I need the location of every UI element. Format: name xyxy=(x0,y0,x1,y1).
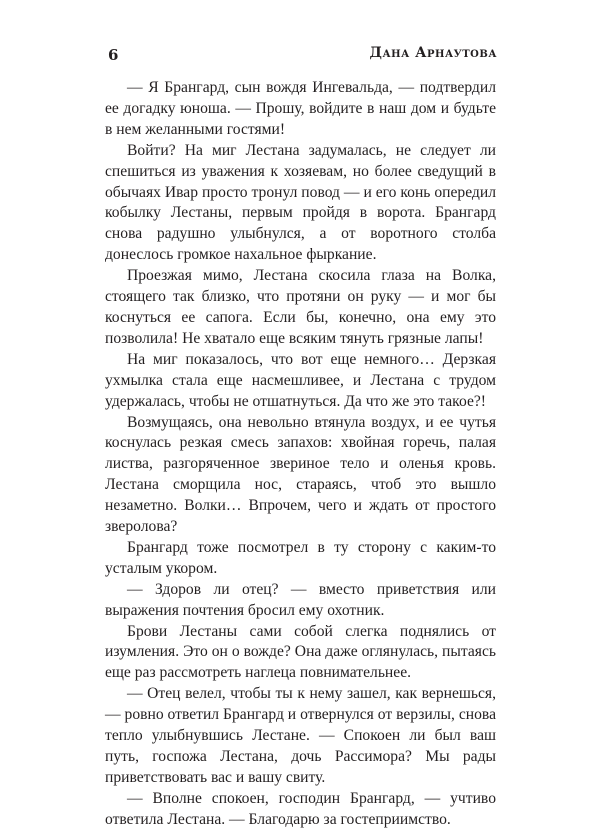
paragraph: Возмущаясь, она невольно втянула воздух, и ее чутья коснулась резкая смесь запахов: хвойная горечь, палая листва, разгоряченное звериное тело и оленья кровь. Лестана сморщила нос, стараясь, чтоб это вышло незаметно. Волки… Впрочем, чего и ждать от простого зверолова? xyxy=(105,413,496,536)
running-head-author: Дана Арнаутова xyxy=(369,45,497,61)
paragraph: — Я Брангард, сын вождя Ингевальда, — подтвердил ее догадку юноша. — Прошу, войдите в наш дом и будьте в нем желанными гостями! xyxy=(105,79,496,138)
paragraph: Войти? На миг Лестана задумалась, не следует ли спешиться из уважения к хозяевам, но более сведущий в обычаях Ивар просто тронул повод — и его конь опередил кобылку Лестаны, первым пройдя в ворота. Брангард снова радушно улыбнулся, а от воротного столба донеслось громкое нахальное фыркание. xyxy=(105,141,496,264)
paragraph: Брови Лестаны сами собой слегка поднялись от изумления. Это он о вожде? Она даже оглянулась, пытаясь еще раз рассмотреть наглеца повнимательнее. xyxy=(105,622,496,682)
page-number: 6 xyxy=(108,46,119,64)
paragraph: — Отец велел, чтобы ты к нему зашел, как вернешься, — ровно ответил Брангард и отвернулся от верзилы, снова тепло улыбнувшись Лестане. — Спокоен ли был ваш путь, госпожа Лестана, дочь Рассимора? Мы рады приветствовать вас и вашу свиту. xyxy=(105,685,496,786)
paragraph: Проезжая мимо, Лестана скосила глаза на Волка, стоящего так близко, что протяни он руку — и мог бы коснуться ее сапога. Если бы, конечно, она ему это позволила! Не хватало еще всяким тянуть грязные лапы! xyxy=(105,267,496,347)
paragraph: — Здоров ли отец? — вместо приветствия или выражения почтения бросил ему охотник. xyxy=(105,580,496,619)
body-text xyxy=(105,78,496,831)
paragraph: Брангард тоже посмотрел в ту сторону с каким-то усталым укором. xyxy=(105,538,496,577)
paragraph: На миг показалось, что вот еще немного… Дерзкая ухмылка стала еще насмешливее, и Лестана с трудом удержалась, чтобы не отшатнуться. Да что же это такое?! xyxy=(105,350,496,410)
paragraph: — Вполне спокоен, господин Брангард, — учтиво ответила Лестана. — Благодарю за гостеприимство. xyxy=(105,789,496,828)
